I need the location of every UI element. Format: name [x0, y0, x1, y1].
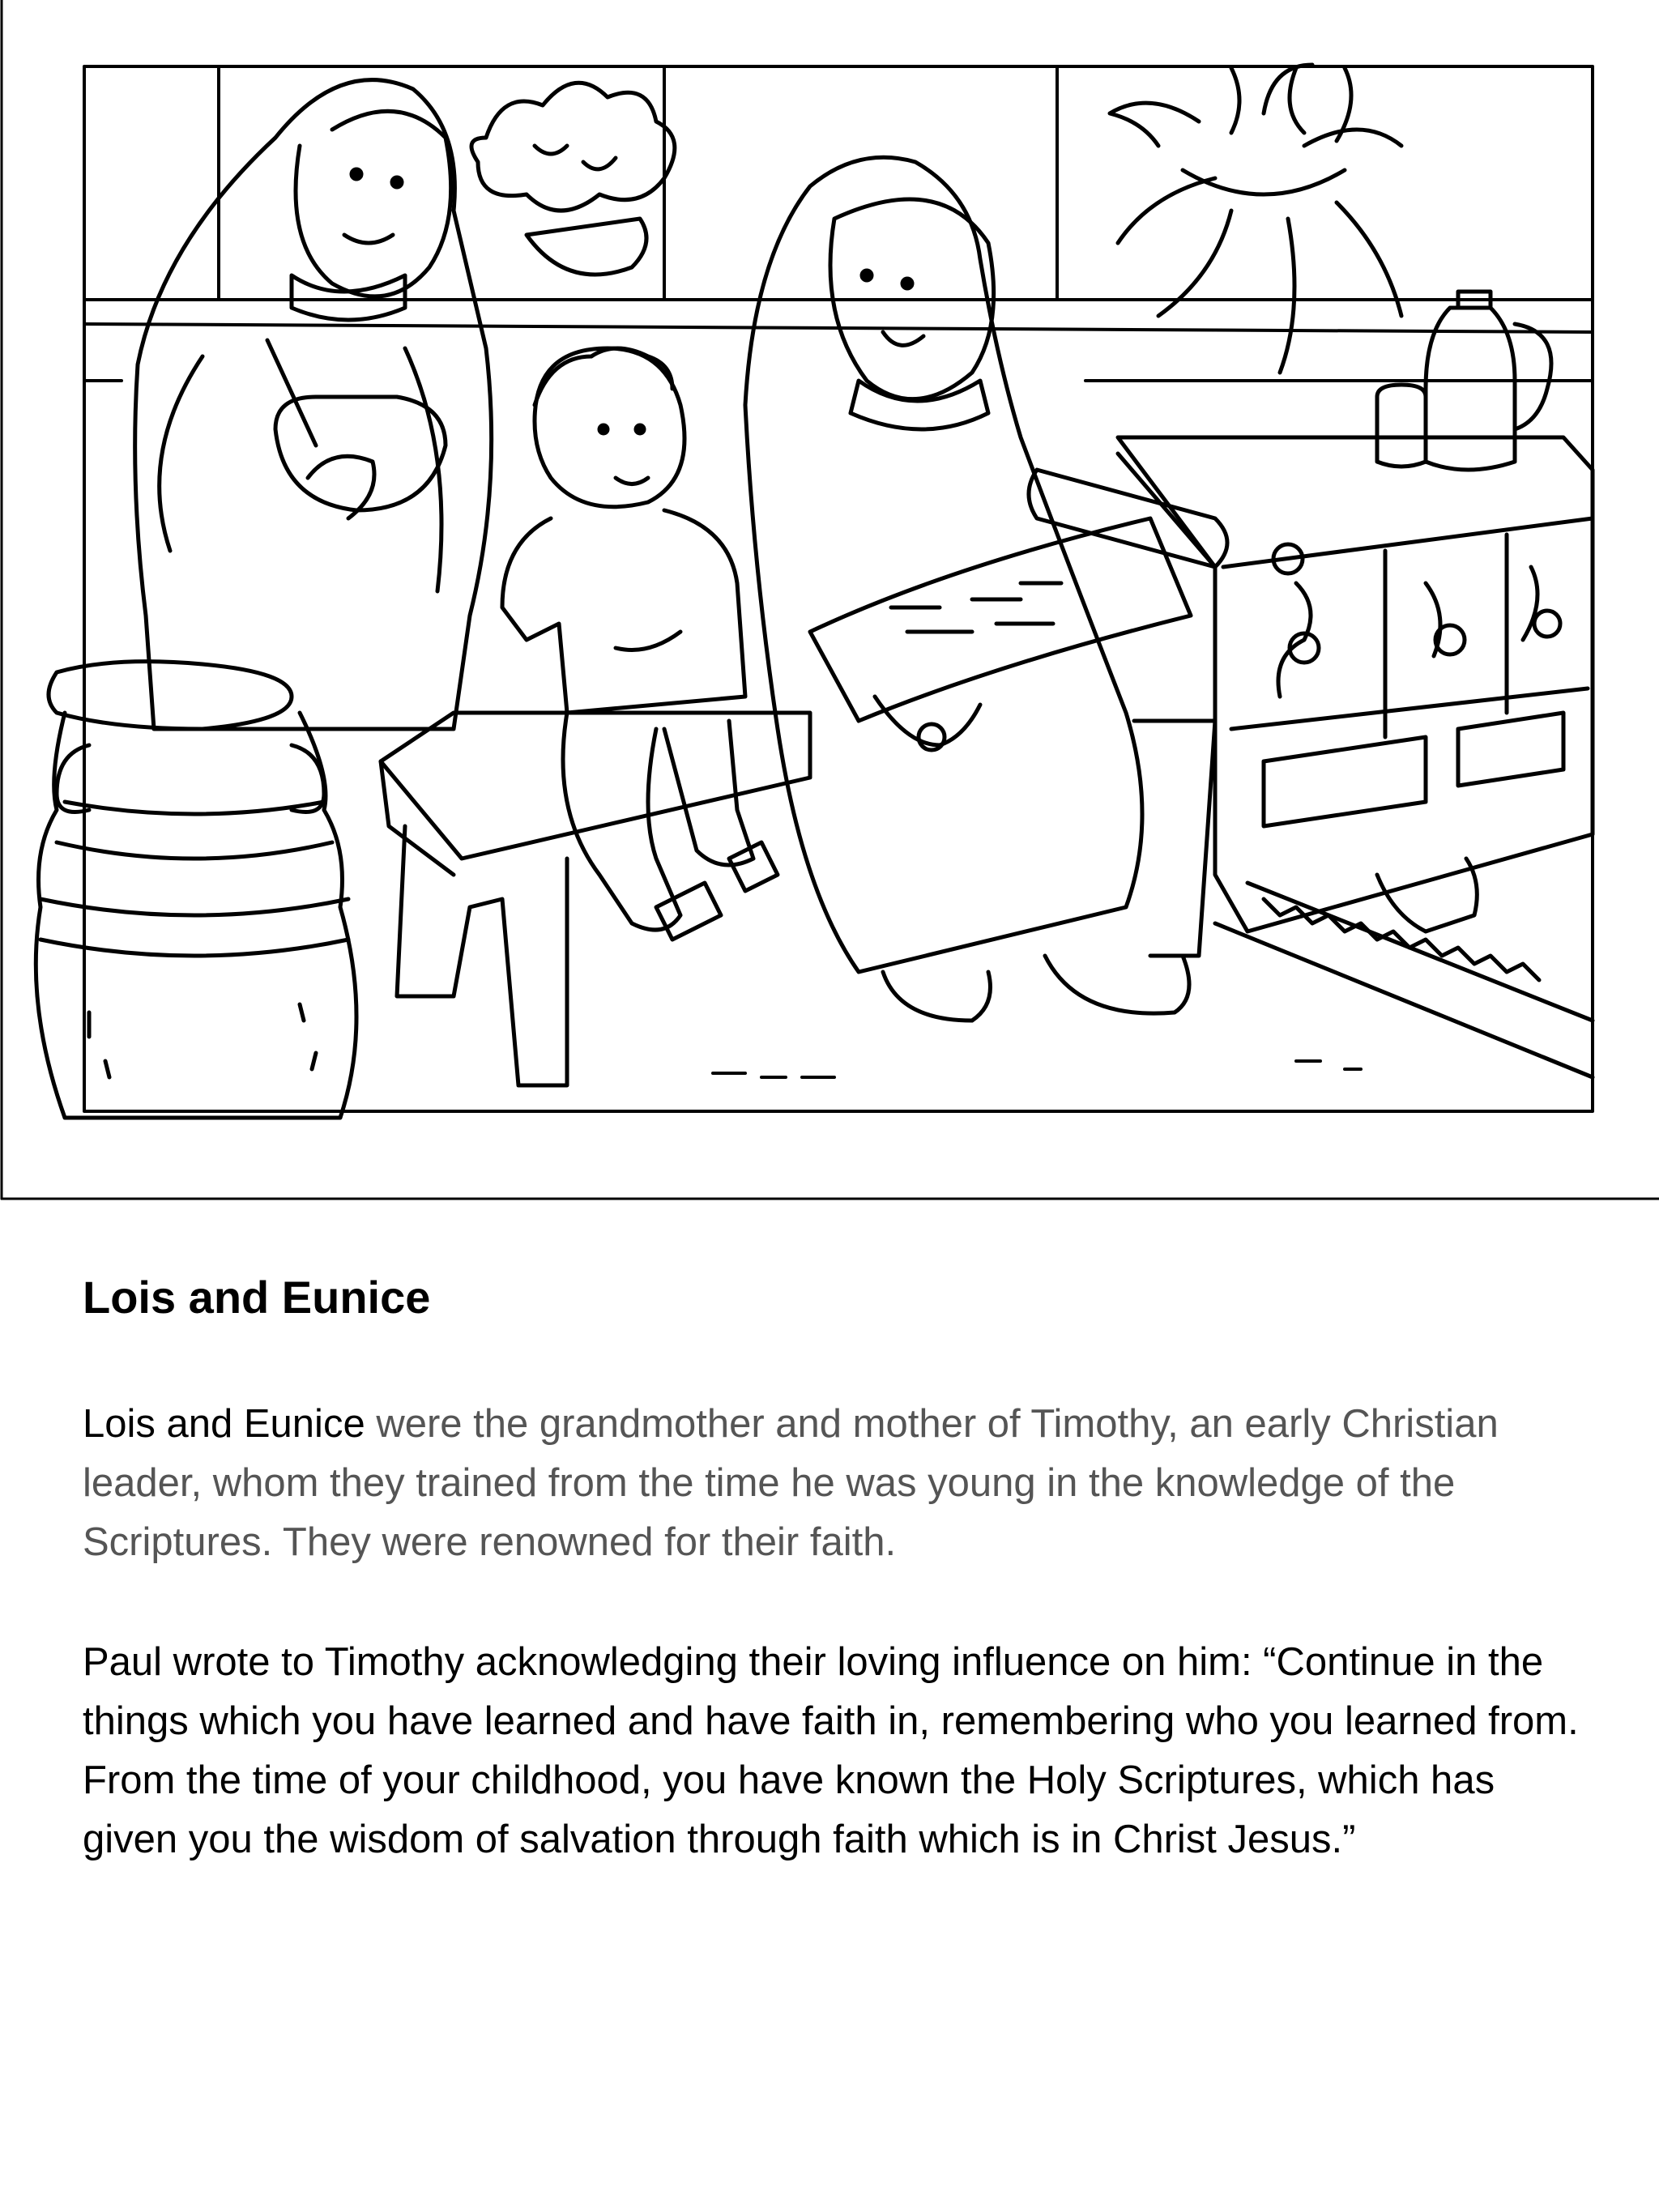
intro-names: Lois and Eunice	[83, 1402, 365, 1446]
picture-border	[84, 66, 1593, 1111]
boy-figure-drawing	[502, 348, 778, 940]
rug-drawing	[1215, 883, 1593, 1077]
mother-figure-drawing	[745, 157, 1303, 1021]
window-background	[84, 68, 1593, 381]
page-title: Lois and Eunice	[83, 1272, 431, 1323]
intro-paragraph	[83, 1395, 1589, 1572]
floor-marks	[713, 1061, 1361, 1077]
hanging-plant-drawing	[1110, 65, 1401, 373]
quote-paragraph: Paul wrote to Timothy acknowledging their loving influence on him: “Continue in the things which you have learned and have faith in, remembering who you learned from. From the time of your childhood, you have known the Holy Scriptures, which has given you the wisdom of salvation through faith which is in Christ Jesus.”	[83, 1640, 1579, 1861]
flower-pot-drawing	[471, 83, 675, 275]
grandmother-figure-drawing	[135, 80, 492, 729]
intro-text: were the grandmother and mother of Timothy, an early Christian leader, whom they trained from the time he was young in the knowledge of the Scriptures. They were renowned for their faith.	[83, 1402, 1499, 1564]
bench-drawing	[381, 713, 1215, 1085]
